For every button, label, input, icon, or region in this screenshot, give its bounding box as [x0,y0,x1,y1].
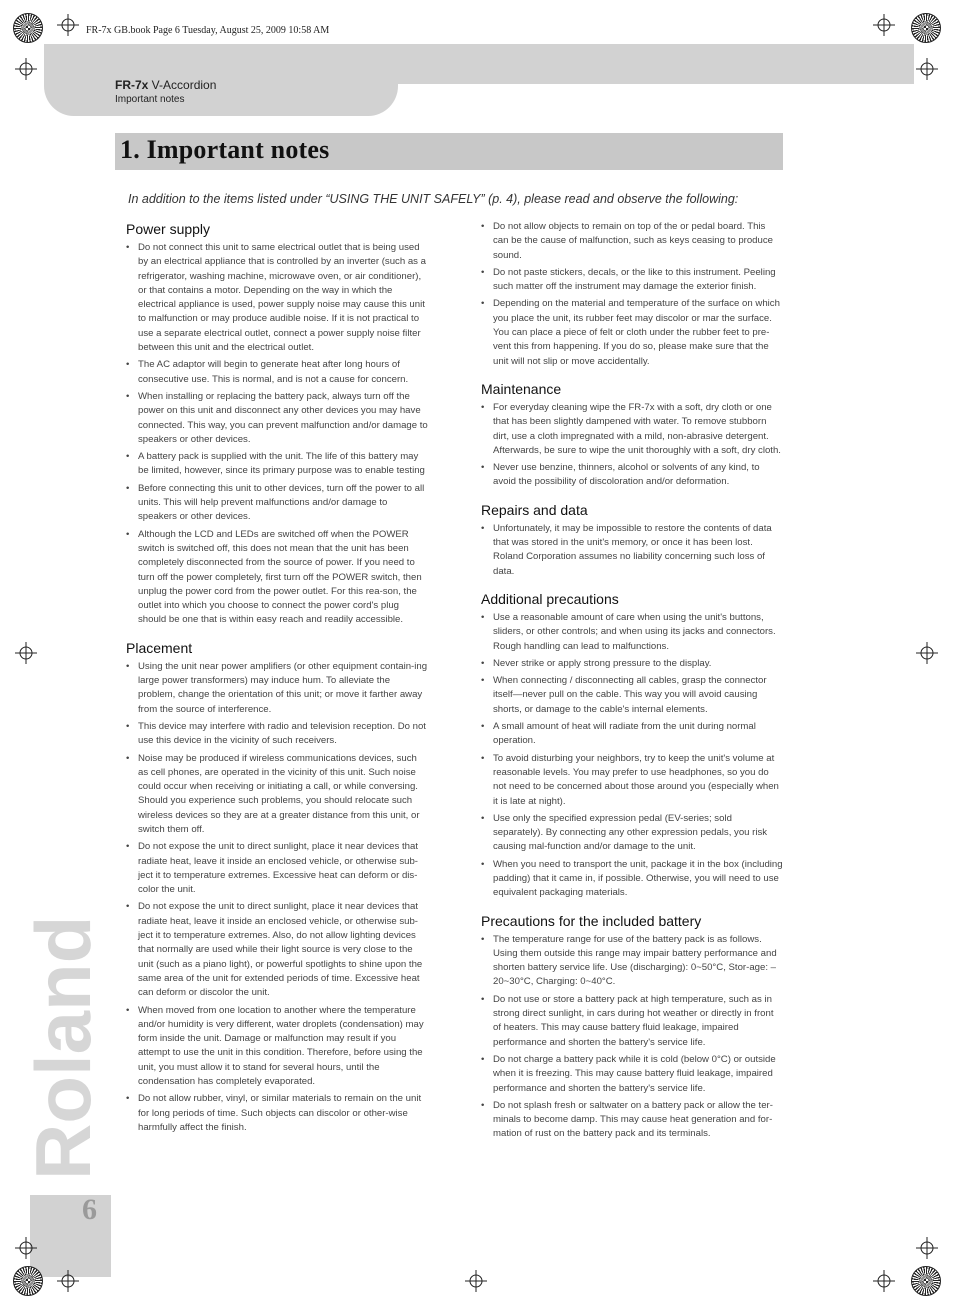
print-target-icon [13,1266,43,1296]
print-target-icon [911,13,941,43]
running-section-title: Important notes [115,94,185,105]
list-item: • Do not use or store a battery pack at high temperature, such as in strong direct sunlight, in cars during hot weather or directly in front of heaters. This may cause battery fluid leakage, impaired performance and shorten the battery's service life. [481,993,783,1050]
left-column [126,221,428,1147]
list-item: • A small amount of heat will radiate from the unit during normal operation. [481,720,783,749]
roland-logo: Roland [19,915,107,1180]
list-item: • When connecting / disconnecting all cables, grasp the connector itself—never pull on the cable. This way you will avoid causing shorts, or damage to the cable's internal elements. [481,674,783,717]
page-number: 6 [82,1193,97,1226]
list-item: • Do not connect this unit to same electrical outlet that is being used by an electrical appliance that is controlled by an inverter (such as a refrigerator, washing machine, microwave oven, or air conditioner), or that contains a motor. Depending on the way in which the electrical appliance is used, power supply noise may cause this unit to malfunction or may produce audible noise. If it is not practical to use a separate electrical outlet, connect a power supply noise filter between this unit and the electrical outlet. [126,241,428,355]
additional-precautions-list [481,611,783,901]
registration-mark-icon [465,1270,487,1292]
list-item: • Use only the specified expression pedal (EV-series; sold separately). By connecting any other expression pedals, you risk causing mal-function and/or damage to the unit. [481,812,783,855]
heading-placement: Placement [126,639,193,656]
list-item: • A battery pack is supplied with the unit. The life of this battery may be limited, however, since its primary purpose was to enable testing [126,450,428,479]
page-title: 1. Important notes [120,135,330,164]
list-item: • Depending on the material and temperature of the surface on which you place the unit, its rubber feet may discolor or mar the surface. You can place a piece of felt or cloth under the rubber feet to pre-vent this from happening. If you do so, please make sure that the unit will not slip or move accidentally. [481,297,783,368]
list-item: • When installing or replacing the battery pack, always turn off the power on this unit and disconnect any other devices you may have connected. This way, you can prevent malfunction and/or damage to speakers or other devices. [126,390,428,447]
list-item: • Although the LCD and LEDs are switched off when the POWER switch is switched off, this does not mean that the unit has been completely disconnected from the source of power. If you need to turn off the power completely, first turn off the POWER switch, then unplug the power cord from the power outlet. For this rea-son, the outlet into which you choose to connect the power cord's plug should be one that is within easy reach and readily accessible. [126,528,428,628]
list-item: • To avoid disturbing your neighbors, try to keep the unit's volume at reasonable levels. You may prefer to use headphones, so you do not need to be concerned about those around you (especially when it is late at night). [481,752,783,809]
registration-mark-icon [57,14,79,36]
registration-mark-icon [15,1237,37,1259]
registration-mark-icon [15,642,37,664]
list-item: • Never strike or apply strong pressure to the display. [481,657,783,671]
repairs-list [481,522,783,579]
registration-mark-icon [916,642,938,664]
list-item: • Do not allow objects to remain on top of the or pedal board. This can be the cause of malfunction, such as keys ceasing to produce sound. [481,220,783,263]
heading-additional-precautions: Additional precautions [481,590,619,607]
print-target-icon [13,13,43,43]
header-tab [44,44,398,116]
list-item: • Never use benzine, thinners, alcohol or solvents of any kind, to avoid the possibility of discoloration and/or deformation. [481,461,783,490]
product-name [115,78,216,92]
power-supply-list [126,241,428,628]
print-header: FR-7x GB.book Page 6 Tuesday, August 25, 2009 10:58 AM [86,25,330,36]
list-item: • The AC adaptor will begin to generate heat after long hours of consecutive use. This is normal, and is not a cause for concern. [126,358,428,387]
heading-maintenance: Maintenance [481,380,562,397]
list-item: • The temperature range for use of the battery pack is as follows. Using them outside this range may impair battery performance and shorten battery service life. Use (discharging): 0~50°C, Stor-age: –20~30°C, Charging: 0~40°C. [481,933,783,990]
list-item: • For everyday cleaning wipe the FR-7x with a soft, dry cloth or one that has been slightly dampened with water. To remove stubborn dirt, use a cloth impregnated with a mild, non-abrasive detergent. Afterwards, be sure to wipe the unit thoroughly with a soft, dry cloth. [481,401,783,458]
page-number-block [30,1195,111,1277]
list-item: • Using the unit near power amplifiers (or other equipment contain-ing large power transformers) may induce hum. To alleviate the problem, change the orientation of this unit; or move it farther away from the source of interference. [126,660,428,717]
list-item: • Do not allow rubber, vinyl, or similar materials to remain on the unit for long periods of time. Such objects can discolor or other-wise harmfully affect the finish. [126,1092,428,1135]
registration-mark-icon [916,1237,938,1259]
maintenance-list [481,401,783,490]
list-item: • Use a reasonable amount of care when using the unit's buttons, sliders, or other controls; and when using its jacks and connectors. Rough handling can lead to malfunctions. [481,611,783,654]
list-item: • Do not charge a battery pack while it is cold (below 0°C) or outside when it is freezing. This may cause battery fluid leakage, impaired performance and shorten the battery's service life. [481,1053,783,1096]
heading-power-supply: Power supply [126,221,211,237]
list-item: • Do not expose the unit to direct sunlight, place it near devices that radiate heat, leave it inside an enclosed vehicle, or otherwise sub-ject it to temperature extremes. Also, do not allow lighting devices that normally are used while their light source is very close to the unit (such as a piano light), or powerful spotlights to shine upon the same area of the unit for extended periods of time. Excessive heat can deform or discolor the unit. [126,900,428,1000]
registration-mark-icon [873,14,895,36]
registration-mark-icon [916,58,938,80]
placement-continued-list [481,220,783,369]
print-target-icon [911,1266,941,1296]
list-item: • When you need to transport the unit, package it in the box (including padding) that it came in, if possible. Otherwise, you will need to use equivalent packaging materials. [481,858,783,901]
intro-text: In addition to the items listed under “USING THE UNIT SAFELY” (p. 4), please read and observe the following: [128,192,739,206]
registration-mark-icon [15,58,37,80]
list-item: • Unfortunately, it may be impossible to restore the contents of data that was stored in the unit's memory, or once it has been lost. Roland Corporation assumes no liability concerning such loss of data. [481,522,783,579]
right-column [481,220,783,1154]
product-model: FR-7x [115,78,149,92]
registration-mark-icon [57,1270,79,1292]
product-type: V-Accordion [148,78,217,92]
list-item: • Do not expose the unit to direct sunlight, place it near devices that radiate heat, leave it inside an enclosed vehicle, or otherwise sub-ject it to temperature extremes. Excessive heat can deform or dis-color the unit. [126,840,428,897]
registration-mark-icon [873,1270,895,1292]
list-item: • When moved from one location to another where the temperature and/or humidity is very different, water droplets (condensation) may form inside the unit. Damage or malfunction may result if you attempt to use the unit in this condition. Therefore, before using the unit, you must allow it to stand for several hours, until the condensation has completely evaporated. [126,1004,428,1090]
list-item: • This device may interfere with radio and television reception. Do not use this device in the vicinity of such receivers. [126,720,428,749]
list-item: • Noise may be produced if wireless communications devices, such as cell phones, are operated in the vicinity of this unit. Such noise could occur when receiving or initiating a call, or while conversing. Should you experience such problems, you should relocate such wireless devices so they are at a greater distance from this unit, or switch them off. [126,752,428,838]
heading-battery-precautions: Precautions for the included battery [481,912,702,929]
battery-precautions-list [481,933,783,1142]
list-item: • Before connecting this unit to other devices, turn off the power to all units. This will help prevent malfunctions and/or damage to speakers or other devices. [126,482,428,525]
list-item: • Do not splash fresh or saltwater on a battery pack or allow the ter-minals to become damp. This may cause heat generation and for-mation of rust on the battery pack and its terminals. [481,1099,783,1142]
heading-repairs: Repairs and data [481,501,588,518]
list-item: • Do not paste stickers, decals, or the like to this instrument. Peeling such matter off the instrument may damage the exterior finish. [481,266,783,295]
header-band [398,44,914,84]
placement-list [126,660,428,1136]
